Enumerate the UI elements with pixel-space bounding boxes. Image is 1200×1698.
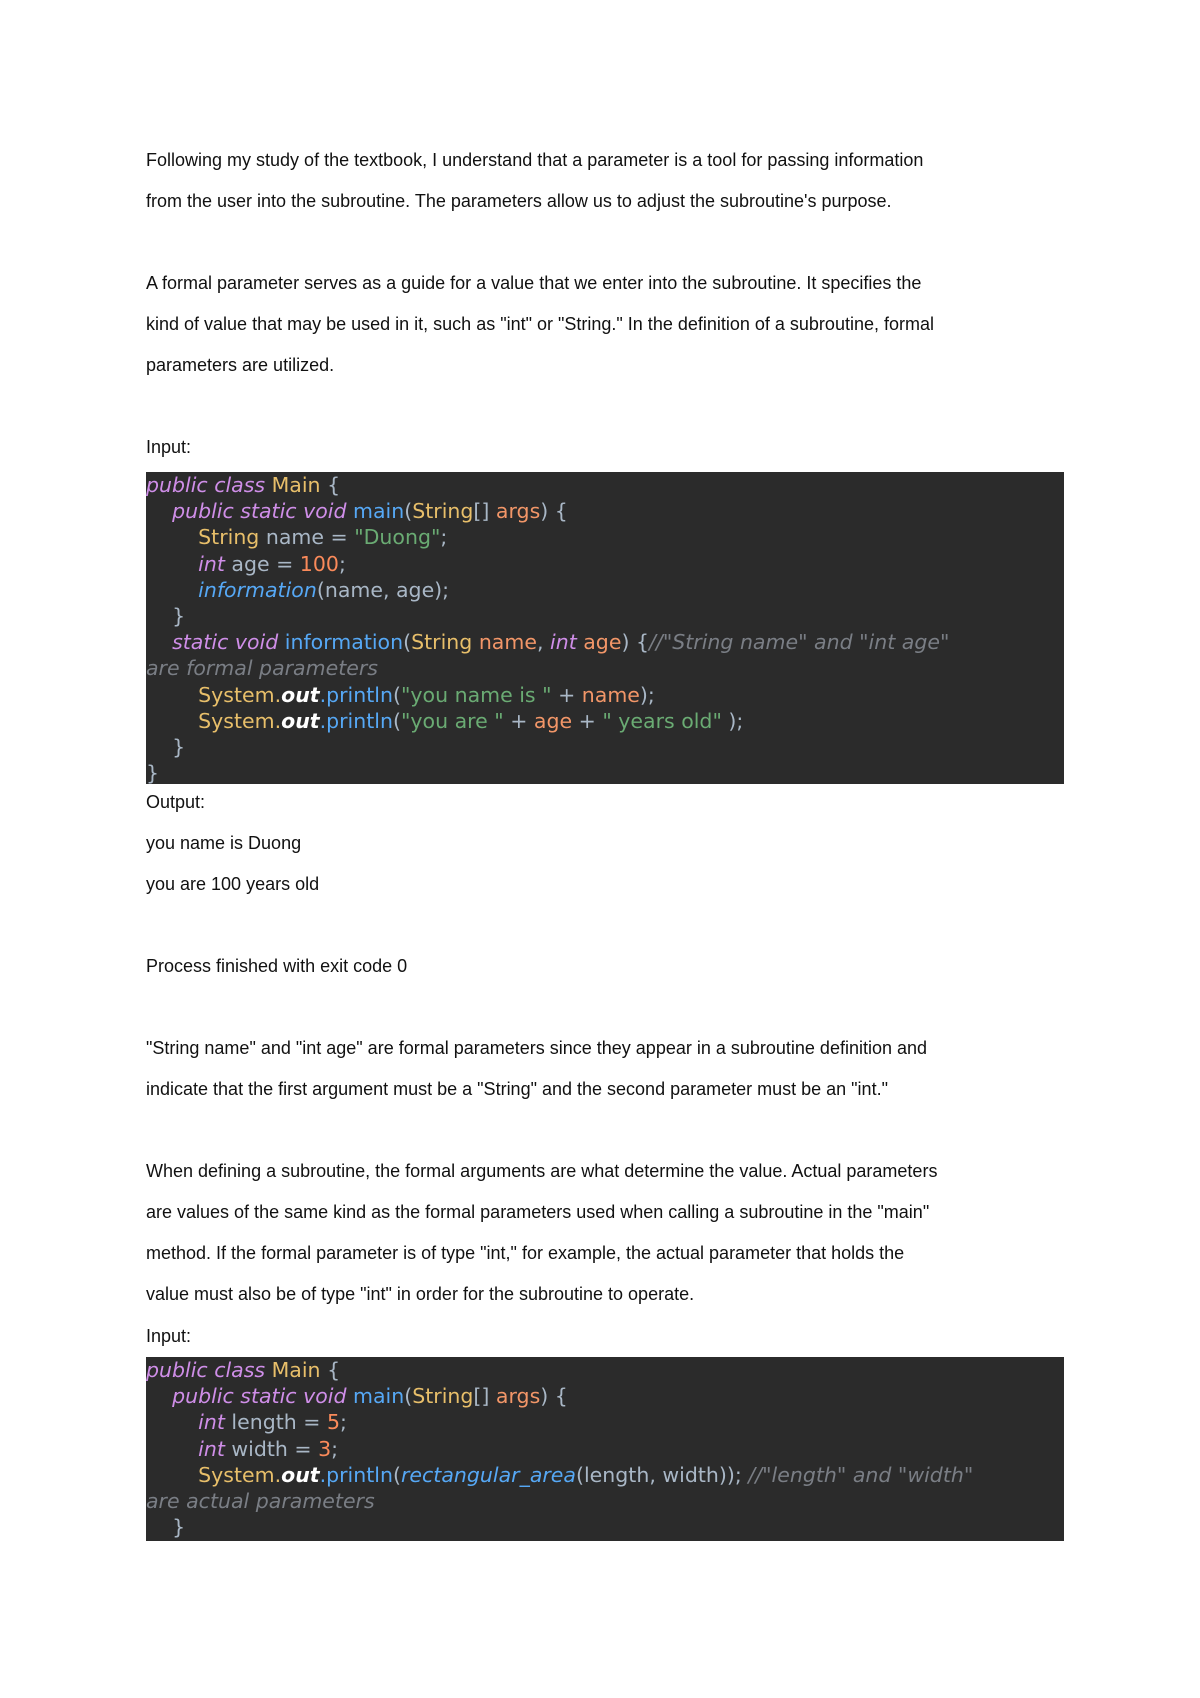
process-exit-line: Process finished with exit code 0 — [146, 956, 408, 976]
code-token: main — [352, 1384, 405, 1409]
code-token: length = — [231, 1410, 327, 1435]
code-token: ) { — [540, 1384, 568, 1409]
code-line — [146, 1514, 1064, 1540]
code-token: .println — [319, 682, 393, 707]
code-token: } — [146, 761, 160, 784]
code-token — [146, 709, 198, 733]
code-token: ( — [392, 708, 401, 733]
code-token: "you are " — [400, 708, 504, 733]
code-token: ( — [392, 682, 401, 707]
code-token: ; — [440, 525, 448, 550]
code-token: + — [572, 708, 603, 733]
code-token: information — [284, 630, 404, 655]
code-token: System. — [198, 1462, 282, 1487]
code-token — [146, 552, 198, 576]
code-token: String — [198, 525, 266, 550]
code-token: ( — [403, 630, 412, 655]
code-token: ( — [392, 1462, 401, 1487]
code-token: //"String name" and "int age" — [649, 630, 950, 655]
code-token: ) { — [540, 499, 568, 524]
code-line — [146, 682, 1064, 708]
code-token: out — [281, 682, 320, 707]
code-token — [146, 1463, 198, 1487]
code-token: name = — [265, 525, 355, 550]
code-block-actual-parameters — [146, 1357, 1064, 1541]
code-line — [146, 760, 1064, 784]
code-line — [146, 472, 1064, 498]
code-token: age — [533, 708, 573, 733]
code-line — [146, 655, 1064, 681]
code-token: int — [198, 1410, 232, 1435]
code-token: System. — [198, 682, 282, 707]
code-line — [146, 1357, 1064, 1383]
code-token — [146, 683, 198, 707]
code-block-formal-parameters — [146, 472, 1064, 784]
code-line — [146, 524, 1064, 550]
code-token: public static void — [172, 499, 353, 524]
code-line — [146, 603, 1064, 629]
code-token: public class — [146, 473, 272, 497]
code-token — [146, 630, 172, 654]
paragraph-line: from the user into the subroutine. The parameters allow us to adjust the subroutine's purpose. — [146, 191, 892, 211]
code-token: { — [327, 1358, 341, 1382]
code-line — [146, 708, 1064, 734]
code-line — [146, 1409, 1064, 1435]
code-token: args — [495, 1384, 541, 1409]
code-token: static void — [172, 630, 285, 655]
code-token: int — [550, 630, 584, 655]
code-token: ; — [338, 551, 346, 576]
code-token: , — [536, 630, 550, 655]
code-token — [146, 1437, 198, 1461]
code-token: int — [198, 551, 232, 576]
code-line — [146, 1436, 1064, 1462]
code-token: ); — [639, 682, 655, 707]
output-line: you are 100 years old — [146, 874, 320, 894]
code-token: (name, age); — [316, 577, 450, 602]
code-token: main — [352, 499, 405, 524]
code-token: Main — [271, 1358, 328, 1382]
code-token: } — [146, 734, 186, 759]
code-line — [146, 577, 1064, 603]
code-token: + — [551, 682, 582, 707]
code-token: rectangular_area — [400, 1462, 576, 1487]
code-token — [146, 1410, 198, 1434]
code-token: } — [146, 1515, 186, 1540]
code-token: .println — [319, 708, 393, 733]
paragraph-line: are values of the same kind as the formal parameters used when calling a subroutine in the "main" — [146, 1202, 930, 1222]
code-token: public static void — [172, 1384, 353, 1409]
code-token: [] — [473, 1384, 496, 1409]
code-token: " years old" — [602, 708, 722, 733]
code-token: String — [412, 1384, 474, 1409]
code-token: ; — [331, 1436, 339, 1461]
code-token: } — [146, 603, 186, 628]
code-token: out — [281, 708, 320, 733]
code-token — [146, 499, 172, 523]
code-token — [146, 1384, 172, 1408]
paragraph-line: value must also be of type "int" in order for the subroutine to operate. — [146, 1284, 695, 1304]
code-line — [146, 1488, 1064, 1514]
code-token: ( — [404, 1384, 413, 1409]
paragraph-line: A formal parameter serves as a guide for a value that we enter into the subroutine. It specifies the — [146, 273, 922, 293]
code-token: name — [478, 630, 537, 655]
code-token: .println — [319, 1462, 393, 1487]
output-label: Output: — [146, 792, 206, 812]
code-token: ) { — [621, 630, 649, 655]
code-line — [146, 498, 1064, 524]
code-token: args — [495, 499, 541, 524]
paragraph-line: kind of value that may be used in it, such as "int" or "String." In the definition of a subroutine, formal — [146, 314, 934, 334]
code-token: name — [581, 682, 640, 707]
code-line — [146, 629, 1064, 655]
code-token: String — [411, 630, 479, 655]
code-token: are actual parameters — [146, 1488, 375, 1513]
code-line — [146, 1462, 1064, 1488]
code-token: String — [412, 499, 474, 524]
code-token: public class — [146, 1358, 272, 1382]
code-token: are formal parameters — [146, 656, 378, 681]
code-token: [] — [473, 499, 496, 524]
paragraph-line: parameters are utilized. — [146, 355, 335, 375]
code-token: + — [503, 708, 534, 733]
code-token: "Duong" — [354, 525, 441, 550]
code-token: information — [198, 577, 317, 602]
code-token: "you name is " — [400, 682, 552, 707]
input-label: Input: — [146, 437, 192, 457]
code-token: age — [583, 630, 622, 655]
code-token: ( — [404, 499, 413, 524]
code-token: width = — [231, 1436, 319, 1461]
output-line: you name is Duong — [146, 833, 302, 853]
code-token: //"length" and "width" — [748, 1462, 974, 1487]
paragraph-line: "String name" and "int age" are formal parameters since they appear in a subroutine definition and — [146, 1038, 928, 1058]
code-token — [146, 525, 198, 549]
code-token: out — [281, 1462, 320, 1487]
code-token: (length, width)); — [575, 1462, 749, 1487]
code-line — [146, 1383, 1064, 1409]
code-token: ); — [721, 708, 744, 733]
code-token: Main — [271, 473, 328, 497]
paragraph-line: method. If the formal parameter is of type "int," for example, the actual parameter that holds the — [146, 1243, 905, 1263]
code-token: System. — [198, 708, 282, 733]
code-token: 3 — [318, 1436, 332, 1461]
input-label: Input: — [146, 1326, 192, 1346]
code-token: int — [198, 1436, 232, 1461]
code-line — [146, 734, 1064, 760]
code-token: 5 — [326, 1410, 340, 1435]
code-token — [146, 578, 198, 602]
code-token: { — [327, 473, 341, 497]
paragraph-line: When defining a subroutine, the formal arguments are what determine the value. Actual parameters — [146, 1161, 938, 1181]
code-token: age = — [231, 551, 300, 576]
code-token: ; — [340, 1410, 347, 1435]
paragraph-line: Following my study of the textbook, I understand that a parameter is a tool for passing information — [146, 150, 924, 170]
paragraph-line: indicate that the first argument must be a "String" and the second parameter must be an "int." — [146, 1079, 888, 1099]
code-line — [146, 551, 1064, 577]
code-token: 100 — [299, 551, 339, 576]
